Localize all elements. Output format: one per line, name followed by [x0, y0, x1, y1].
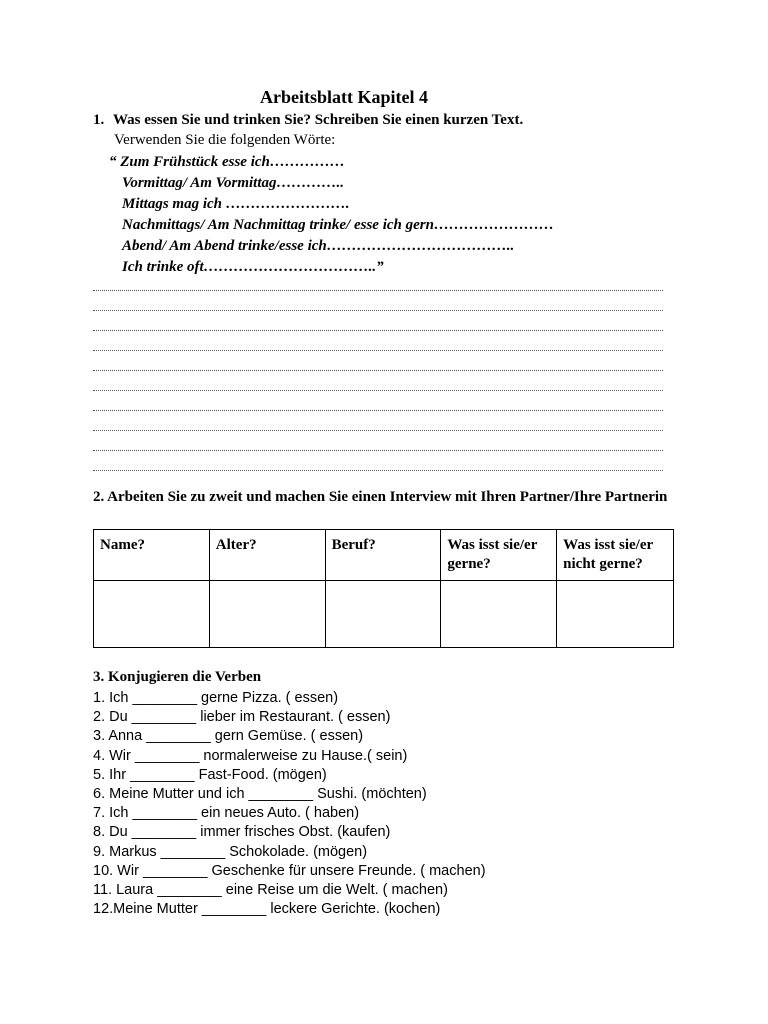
- writing-line[interactable]: [93, 410, 663, 411]
- writing-line[interactable]: [93, 430, 663, 431]
- writing-line[interactable]: [93, 370, 663, 371]
- phrase-item: “ Zum Frühstück esse ich……………: [109, 154, 345, 170]
- question-1-instruction: Verwenden Sie die folgenden Wörte:: [114, 132, 336, 148]
- writing-line[interactable]: [93, 310, 663, 311]
- writing-line[interactable]: [93, 330, 663, 331]
- question-1-number: 1.: [93, 112, 105, 128]
- answer-cell-name[interactable]: [94, 581, 210, 648]
- phrase-item: Abend/ Am Abend trinke/esse ich………………………………..: [122, 238, 515, 254]
- question-1-heading: [93, 112, 523, 129]
- list-item: 7. Ich ________ ein neues Auto. ( haben): [93, 805, 360, 822]
- phrase-item: Mittags mag ich …………………….: [122, 196, 350, 212]
- answer-cell-isst-gerne[interactable]: [441, 581, 557, 648]
- list-item: 9. Markus ________ Schokolade. (mögen): [93, 843, 368, 860]
- list-item: 11. Laura ________ eine Reise um die Welt. ( machen): [93, 882, 448, 898]
- writing-line[interactable]: [93, 390, 663, 391]
- answer-cell-isst-nicht-gerne[interactable]: [557, 581, 674, 648]
- list-item: 12.Meine Mutter ________ leckere Gerichte. (kochen): [93, 901, 441, 918]
- interview-table: [93, 529, 674, 648]
- column-header-name: Name?: [94, 530, 210, 581]
- list-item: 3. Anna ________ gern Gemüse. ( essen): [93, 728, 364, 745]
- question-2-heading: 2. Arbeiten Sie zu zweit und machen Sie einen Interview mit Ihren Partner/Ihre Partnerin: [93, 489, 668, 505]
- list-item: 4. Wir ________ normalerweise zu Hause.( sein): [93, 747, 408, 764]
- list-item: 5. Ihr ________ Fast-Food. (mögen): [93, 766, 327, 783]
- answer-cell-alter[interactable]: [209, 581, 325, 648]
- answer-cell-beruf[interactable]: [325, 581, 441, 648]
- column-header-isst-gerne: Was isst sie/er gerne?: [441, 530, 557, 581]
- question-3-heading: 3. Konjugieren die Verben: [93, 669, 262, 685]
- column-header-isst-nicht-gerne: Was isst sie/er nicht gerne?: [557, 530, 674, 581]
- list-item: 8. Du ________ immer frisches Obst. (kaufen): [93, 824, 391, 841]
- column-header-alter: Alter?: [209, 530, 325, 581]
- list-item: 6. Meine Mutter und ich ________ Sushi. (möchten): [93, 786, 427, 802]
- phrase-item: Nachmittags/ Am Nachmittag trinke/ esse ich gern……………………: [122, 217, 554, 233]
- list-item: 1. Ich ________ gerne Pizza. ( essen): [93, 690, 339, 706]
- phrase-item: Vormittag/ Am Vormittag…………..: [122, 175, 344, 191]
- writing-line[interactable]: [93, 450, 663, 451]
- writing-line[interactable]: [93, 470, 663, 471]
- writing-line[interactable]: [93, 350, 663, 351]
- list-item: 2. Du ________ lieber im Restaurant. ( essen): [93, 709, 391, 726]
- list-item: 10. Wir ________ Geschenke für unsere Freunde. ( machen): [93, 862, 486, 879]
- table-header-row: [94, 530, 674, 581]
- question-1-text: Was essen Sie und trinken Sie? Schreiben Sie einen kurzen Text.: [113, 112, 524, 128]
- writing-line[interactable]: [93, 290, 663, 291]
- table-row: [94, 581, 674, 648]
- column-header-beruf: Beruf?: [325, 530, 441, 581]
- page-title: Arbeitsblatt Kapitel 4: [260, 87, 428, 107]
- phrase-item: Ich trinke oft……………………………..”: [122, 259, 384, 275]
